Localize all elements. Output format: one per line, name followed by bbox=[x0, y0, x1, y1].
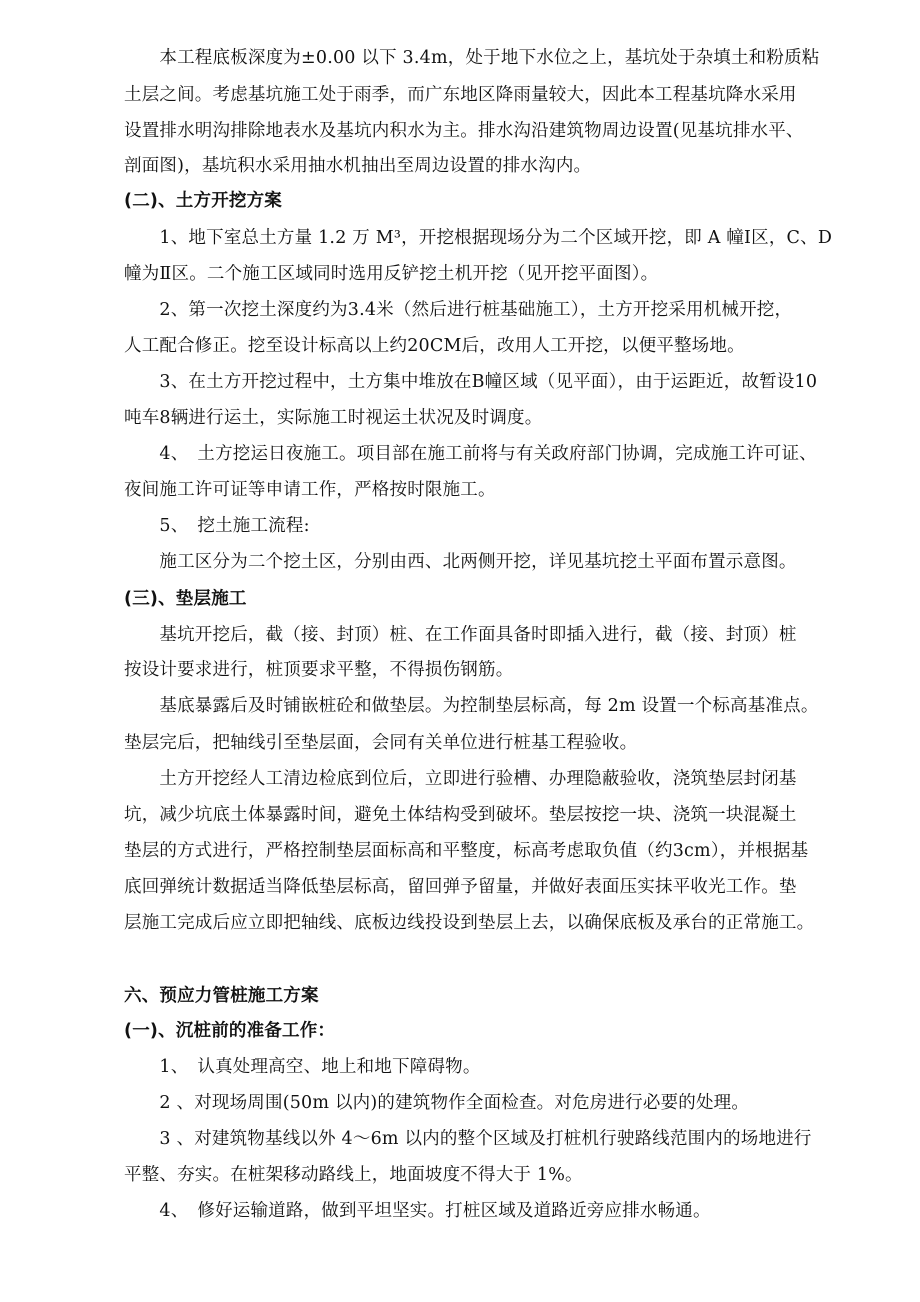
section-heading: (三)、垫层施工 bbox=[124, 589, 247, 609]
section-heading: (一)、沉桩前的准备工作： bbox=[124, 1021, 336, 1041]
text-line: 坑，减少坑底土体暴露时间，避免土体结构受到破坏。垫层按挖一块、浇筑一块混凝土 bbox=[124, 805, 797, 825]
text-line: 垫层完后，把轴线引至垫层面，会同有关单位进行桩基工程验收。 bbox=[124, 733, 638, 753]
chapter-heading: 六、预应力管桩施工方案 bbox=[124, 986, 319, 1006]
text-line: 幢为Ⅱ区。二个施工区域同时选用反铲挖土机开挖（见开挖平面图）。 bbox=[124, 264, 659, 284]
text-line: 土方开挖经人工清边检底到位后，立即进行验槽、办理隐蔽验收，浇筑垫层封闭基 bbox=[124, 769, 797, 789]
text-line: 2 、对现场周围(50m 以内)的建筑物作全面检查。对危房进行必要的处理。 bbox=[124, 1093, 750, 1113]
text-line: 层施工完成后应立即把轴线、底板边线投设到垫层上去，以确保底板及承台的正常施工。 bbox=[124, 913, 815, 933]
text-line: 剖面图)，基坑积水采用抽水机抽出至周边设置的排水沟内。 bbox=[124, 156, 592, 176]
text-line: 底回弹统计数据适当降低垫层标高，留回弹予留量，并做好表面压实抹平收光工作。垫 bbox=[124, 877, 797, 897]
text-line: 4、 土方挖运日夜施工。项目部在施工前将与有关政府部门协调，完成施工许可证、 bbox=[124, 444, 817, 464]
section-heading: (二)、土方开挖方案 bbox=[124, 191, 282, 211]
text-line: 基坑开挖后，截（接、封顶）桩、在工作面具备时即插入进行，截（接、封顶）桩 bbox=[124, 625, 797, 645]
text-line: 基底暴露后及时铺嵌桩砼和做垫层。为控制垫层标高，每 2m 设置一个标高基准点。 bbox=[124, 696, 819, 716]
text-line: 3、在土方开挖过程中，土方集中堆放在B幢区域（见平面），由于运距近，故暂设10 bbox=[124, 372, 818, 392]
text-line: 吨车8辆进行运土，实际施工时视运土状况及时调度。 bbox=[124, 408, 543, 428]
text-line: 夜间施工许可证等申请工作，严格按时限施工。 bbox=[124, 480, 496, 500]
text-line: 1、地下室总土方量 1.2 万 M³，开挖根据现场分为二个区域开挖，即 A 幢Ⅰ区，C、D bbox=[124, 228, 833, 248]
text-line: 施工区分为二个挖土区，分别由西、北两侧开挖，详见基坑挖土平面布置示意图。 bbox=[124, 552, 797, 572]
text-line: 本工程底板深度为±0.00 以下 3.4m，处于地下水位之上，基坑处于杂填土和粉质粘 bbox=[124, 48, 820, 68]
text-line: 4、 修好运输道路，做到平坦坚实。打桩区域及道路近旁应排水畅通。 bbox=[124, 1201, 711, 1221]
text-line: 5、 挖土施工流程: bbox=[124, 516, 310, 536]
text-line: 1、 认真处理高空、地上和地下障碍物。 bbox=[124, 1057, 481, 1077]
text-line: 设置排水明沟排除地表水及基坑内积水为主。排水沟沿建筑物周边设置(见基坑排水平、 bbox=[124, 121, 804, 141]
text-line: 3 、对建筑物基线以外 4～6m 以内的整个区域及打桩机行驶路线范围内的场地进行 bbox=[124, 1129, 812, 1149]
text-line: 平整、夯实。在桩架移动路线上，地面坡度不得大于 1%。 bbox=[124, 1165, 583, 1185]
text-line: 2、第一次挖土深度约为3.4米（然后进行桩基础施工），土方开挖采用机械开挖， bbox=[124, 300, 793, 320]
text-line: 土层之间。考虑基坑施工处于雨季，而广东地区降雨量较大，因此本工程基坑降水采用 bbox=[124, 85, 797, 105]
text-line: 人工配合修正。挖至设计标高以上约20CM后，改用人工开挖，以便平整场地。 bbox=[124, 336, 745, 356]
text-line: 按设计要求进行，桩顶要求平整，不得损伤钢筋。 bbox=[124, 660, 514, 680]
text-line: 垫层的方式进行，严格控制垫层面标高和平整度，标高考虑取负值（约3cm），并根据基 bbox=[124, 841, 809, 861]
